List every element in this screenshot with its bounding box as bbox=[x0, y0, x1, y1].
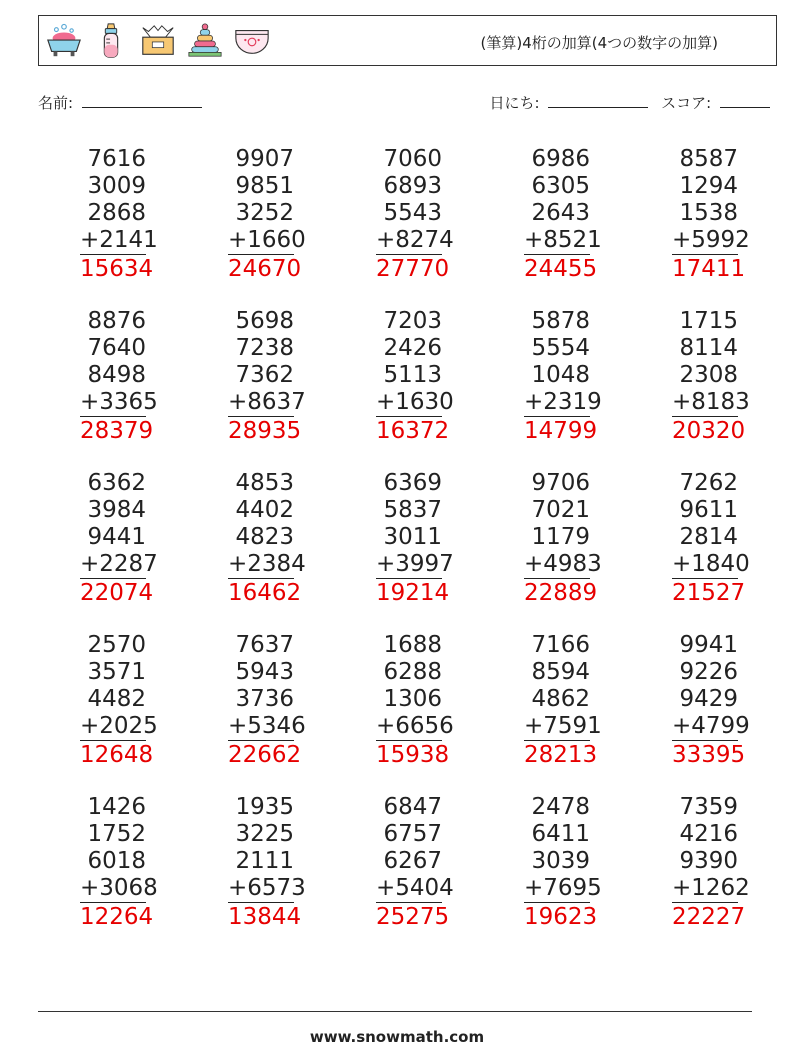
addend: 8498 bbox=[87, 362, 146, 388]
addend-with-plus: +8274 bbox=[376, 227, 454, 253]
addend: 2111 bbox=[235, 848, 294, 874]
addend: 7359 bbox=[679, 794, 738, 820]
addend: 1538 bbox=[679, 200, 738, 226]
addend: 6369 bbox=[383, 470, 442, 496]
addend: 9851 bbox=[235, 173, 294, 199]
addend: 7238 bbox=[235, 335, 294, 361]
addend: 6305 bbox=[531, 173, 590, 199]
addend: 6893 bbox=[383, 173, 442, 199]
addend: 1752 bbox=[87, 821, 146, 847]
answer: 15634 bbox=[80, 256, 154, 282]
footer-divider bbox=[38, 1011, 752, 1012]
addition-problem bbox=[672, 470, 750, 607]
addend: 2570 bbox=[87, 632, 146, 658]
addend: 3252 bbox=[235, 200, 294, 226]
answer: 12648 bbox=[80, 742, 154, 768]
addend: 7637 bbox=[235, 632, 294, 658]
addition-problem bbox=[80, 146, 158, 283]
date-score-fields bbox=[490, 92, 770, 113]
addend: 9390 bbox=[679, 848, 738, 874]
date-label: 日にち: bbox=[489, 94, 540, 112]
answer: 16372 bbox=[376, 418, 450, 444]
answer: 25275 bbox=[376, 904, 450, 930]
addition-problem bbox=[524, 470, 602, 607]
addend-with-plus: +2141 bbox=[80, 227, 158, 253]
addend: 9941 bbox=[679, 632, 738, 658]
addend: 9706 bbox=[531, 470, 590, 496]
addend: 8594 bbox=[531, 659, 590, 685]
addition-problem bbox=[80, 308, 158, 445]
addend: 6757 bbox=[383, 821, 442, 847]
addend: 9226 bbox=[679, 659, 738, 685]
addend: 6411 bbox=[531, 821, 590, 847]
addend-with-plus: +8183 bbox=[672, 389, 750, 415]
addend: 4853 bbox=[235, 470, 294, 496]
addition-problem bbox=[376, 470, 454, 607]
addend: 2308 bbox=[679, 362, 738, 388]
addend: 1294 bbox=[679, 173, 738, 199]
addition-problem bbox=[524, 794, 602, 931]
addition-problem bbox=[672, 794, 750, 931]
addend: 5698 bbox=[235, 308, 294, 334]
addend: 6267 bbox=[383, 848, 442, 874]
addend-with-plus: +5346 bbox=[228, 713, 306, 739]
addend: 7616 bbox=[87, 146, 146, 172]
answer: 19623 bbox=[524, 904, 598, 930]
addend-with-plus: +2025 bbox=[80, 713, 158, 739]
addend: 2643 bbox=[531, 200, 590, 226]
addend: 6847 bbox=[383, 794, 442, 820]
addition-problem bbox=[524, 308, 602, 445]
addend-with-plus: +2384 bbox=[228, 551, 306, 577]
addition-problem bbox=[80, 794, 158, 931]
addend: 5943 bbox=[235, 659, 294, 685]
addend: 2426 bbox=[383, 335, 442, 361]
addend-with-plus: +2319 bbox=[524, 389, 602, 415]
answer: 13844 bbox=[228, 904, 302, 930]
addend: 1715 bbox=[679, 308, 738, 334]
addend: 7166 bbox=[531, 632, 590, 658]
addend: 1688 bbox=[383, 632, 442, 658]
addend: 7021 bbox=[531, 497, 590, 523]
addend: 5837 bbox=[383, 497, 442, 523]
gift-box-icon bbox=[139, 22, 177, 60]
addend: 1426 bbox=[87, 794, 146, 820]
addend-with-plus: +4983 bbox=[524, 551, 602, 577]
answer: 22662 bbox=[228, 742, 302, 768]
date-blank[interactable] bbox=[548, 92, 648, 108]
addend: 3571 bbox=[87, 659, 146, 685]
addend: 3039 bbox=[531, 848, 590, 874]
answer: 21527 bbox=[672, 580, 746, 606]
addend-with-plus: +1630 bbox=[376, 389, 454, 415]
addend: 3984 bbox=[87, 497, 146, 523]
addend: 2868 bbox=[87, 200, 146, 226]
addend: 1179 bbox=[531, 524, 590, 550]
answer: 27770 bbox=[376, 256, 450, 282]
addition-problem bbox=[228, 308, 306, 445]
addend: 2478 bbox=[531, 794, 590, 820]
addend: 3009 bbox=[87, 173, 146, 199]
addition-problem bbox=[524, 146, 602, 283]
name-field[interactable] bbox=[38, 92, 202, 113]
addend: 2814 bbox=[679, 524, 738, 550]
answer: 24670 bbox=[228, 256, 302, 282]
addend-with-plus: +1262 bbox=[672, 875, 750, 901]
addend: 1048 bbox=[531, 362, 590, 388]
addend: 5554 bbox=[531, 335, 590, 361]
addition-problem bbox=[672, 632, 750, 769]
answer: 28935 bbox=[228, 418, 302, 444]
addend: 7640 bbox=[87, 335, 146, 361]
addend: 6018 bbox=[87, 848, 146, 874]
addend: 1935 bbox=[235, 794, 294, 820]
addend: 8114 bbox=[679, 335, 738, 361]
addend-with-plus: +6656 bbox=[376, 713, 454, 739]
addition-problem bbox=[672, 146, 750, 283]
addend-with-plus: +5992 bbox=[672, 227, 750, 253]
addend: 4862 bbox=[531, 686, 590, 712]
addition-problem bbox=[376, 308, 454, 445]
addition-problem bbox=[376, 794, 454, 931]
addition-problem bbox=[228, 470, 306, 607]
name-label: 名前: bbox=[38, 94, 74, 112]
addend-with-plus: +1660 bbox=[228, 227, 306, 253]
addend: 5543 bbox=[383, 200, 442, 226]
addend: 4482 bbox=[87, 686, 146, 712]
addend: 6986 bbox=[531, 146, 590, 172]
addend-with-plus: +3997 bbox=[376, 551, 454, 577]
answer: 28213 bbox=[524, 742, 598, 768]
addend: 5113 bbox=[383, 362, 442, 388]
addition-problem bbox=[376, 632, 454, 769]
answer: 17411 bbox=[672, 256, 746, 282]
addition-problem bbox=[524, 632, 602, 769]
addend: 9441 bbox=[87, 524, 146, 550]
addend: 1306 bbox=[383, 686, 442, 712]
addend: 7060 bbox=[383, 146, 442, 172]
answer: 20320 bbox=[672, 418, 746, 444]
addend-with-plus: +8637 bbox=[228, 389, 306, 415]
addend: 6288 bbox=[383, 659, 442, 685]
addend-with-plus: +1840 bbox=[672, 551, 750, 577]
answer: 12264 bbox=[80, 904, 154, 930]
worksheet-title: (筆算)4桁の加算(4つの数字の加算) bbox=[480, 34, 718, 52]
addition-problem bbox=[376, 146, 454, 283]
addend: 3736 bbox=[235, 686, 294, 712]
addition-problem bbox=[80, 632, 158, 769]
addend: 4216 bbox=[679, 821, 738, 847]
addition-problem bbox=[80, 470, 158, 607]
answer: 28379 bbox=[80, 418, 154, 444]
addend-with-plus: +8521 bbox=[524, 227, 602, 253]
answer: 15938 bbox=[376, 742, 450, 768]
addend: 6362 bbox=[87, 470, 146, 496]
addend-with-plus: +3365 bbox=[80, 389, 158, 415]
stacking-rings-toy-icon bbox=[186, 22, 224, 60]
score-label: スコア: bbox=[661, 94, 712, 112]
addend: 9429 bbox=[679, 686, 738, 712]
addition-problem bbox=[228, 632, 306, 769]
addend-with-plus: +5404 bbox=[376, 875, 454, 901]
addend: 7203 bbox=[383, 308, 442, 334]
addend: 3225 bbox=[235, 821, 294, 847]
addend: 5878 bbox=[531, 308, 590, 334]
header-icons bbox=[45, 22, 271, 60]
addend: 8876 bbox=[87, 308, 146, 334]
addend-with-plus: +7591 bbox=[524, 713, 602, 739]
addend: 9907 bbox=[235, 146, 294, 172]
answer: 19214 bbox=[376, 580, 450, 606]
addend: 9611 bbox=[679, 497, 738, 523]
diaper-icon bbox=[233, 22, 271, 60]
baby-bath-icon bbox=[45, 22, 83, 60]
addend: 8587 bbox=[679, 146, 738, 172]
addend-with-plus: +2287 bbox=[80, 551, 158, 577]
addend-with-plus: +4799 bbox=[672, 713, 750, 739]
addend: 4823 bbox=[235, 524, 294, 550]
addend-with-plus: +7695 bbox=[524, 875, 602, 901]
addition-problem bbox=[672, 308, 750, 445]
baby-bottle-icon bbox=[92, 22, 130, 60]
addition-problem bbox=[228, 794, 306, 931]
name-blank[interactable] bbox=[82, 92, 202, 108]
answer: 33395 bbox=[672, 742, 746, 768]
answer: 22889 bbox=[524, 580, 598, 606]
answer: 22227 bbox=[672, 904, 746, 930]
addition-problem bbox=[228, 146, 306, 283]
addend: 7362 bbox=[235, 362, 294, 388]
answer: 24455 bbox=[524, 256, 598, 282]
addend: 3011 bbox=[383, 524, 442, 550]
addend: 7262 bbox=[679, 470, 738, 496]
addend-with-plus: +3068 bbox=[80, 875, 158, 901]
worksheet-header bbox=[38, 15, 777, 66]
answer: 14799 bbox=[524, 418, 598, 444]
answer: 22074 bbox=[80, 580, 154, 606]
addend-with-plus: +6573 bbox=[228, 875, 306, 901]
score-blank[interactable] bbox=[720, 92, 770, 108]
answer: 16462 bbox=[228, 580, 302, 606]
footer-site: www.snowmath.com bbox=[309, 1028, 485, 1046]
addend: 4402 bbox=[235, 497, 294, 523]
